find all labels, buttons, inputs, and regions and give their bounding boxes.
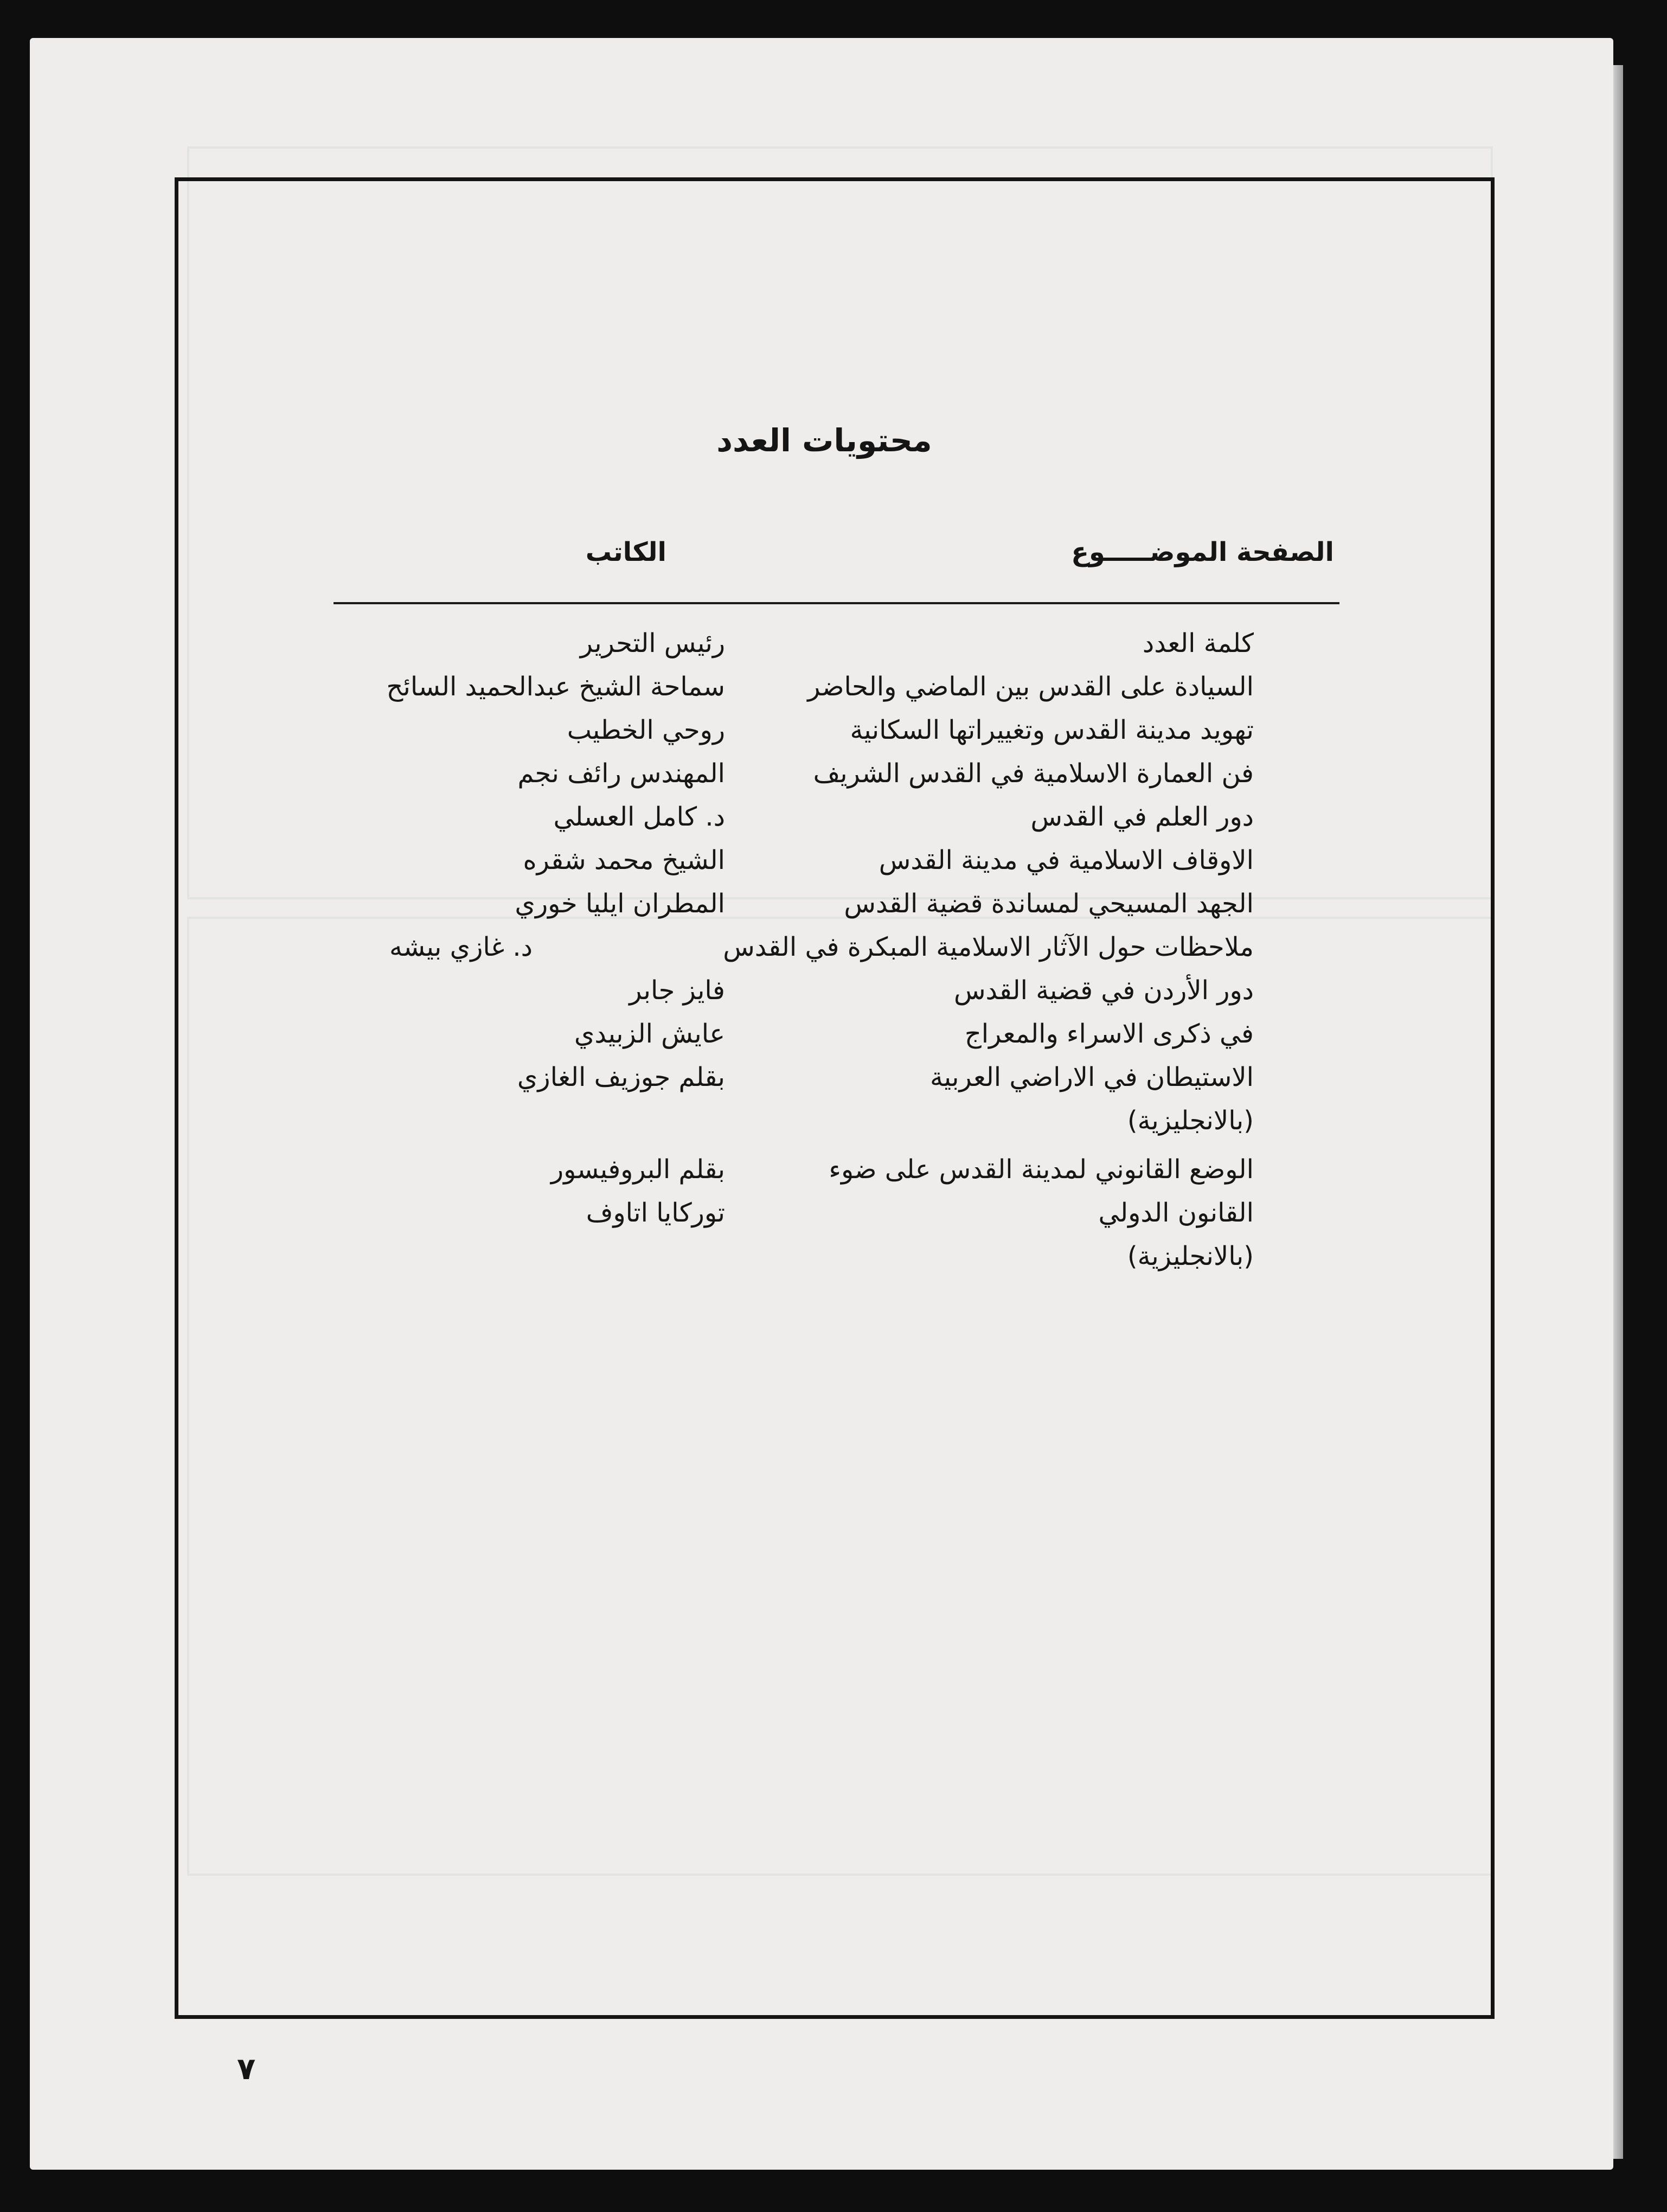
table-row [223, 882, 1254, 925]
row-writer: د. غازي بيشه [389, 932, 533, 962]
row-subject: السيادة على القدس بين الماضي والحاضر [807, 672, 1254, 702]
row-writer: روحي الخطيب [567, 715, 725, 745]
table-row [223, 708, 1254, 752]
row-subject: ملاحظات حول الآثار الاسلامية المبكرة في القدس [723, 932, 1254, 962]
row-writer: بقلم جوزيف الغازي [517, 1062, 725, 1092]
table-row [223, 1099, 1254, 1142]
row-writer: د. كامل العسلي [553, 802, 725, 832]
table-row [223, 1191, 1254, 1235]
page-number: ٧ [237, 2051, 256, 2087]
column-header-subject: الصفحة الموضـــــوع [1071, 537, 1334, 567]
row-writer: المهندس رائف نجم [517, 758, 725, 789]
row-writer: سماحة الشيخ عبدالحميد السائح [386, 672, 725, 702]
table-row [223, 839, 1254, 882]
table-row [223, 1235, 1254, 1278]
table-row [223, 665, 1254, 708]
column-header-writer: الكاتب [585, 537, 666, 567]
page-title: محتويات العدد [716, 422, 932, 459]
table-row [223, 1148, 1254, 1191]
row-subject: تهويد مدينة القدس وتغييراتها السكانية [850, 715, 1254, 745]
row-writer: بقلم البروفيسور [550, 1154, 725, 1185]
row-subject: القانون الدولي [1098, 1198, 1254, 1228]
row-writer: رئيس التحرير [580, 628, 725, 659]
table-row [223, 795, 1254, 839]
table-row [223, 752, 1254, 795]
row-writer: عايش الزبيدي [574, 1019, 725, 1049]
row-subject: الجهد المسيحي لمساندة قضية القدس [844, 888, 1254, 919]
row-subject: الوضع القانوني لمدينة القدس على ضوء [829, 1154, 1254, 1185]
row-subject: دور العلم في القدس [1030, 802, 1254, 832]
table-row [223, 1012, 1254, 1056]
table-row [223, 1056, 1254, 1099]
row-writer: توركايا اتاوف [586, 1198, 725, 1228]
table-row [223, 622, 1254, 665]
row-subject: دور الأردن في قضية القدس [953, 975, 1254, 1006]
row-subject: الاستيطان في الاراضي العربية [929, 1062, 1254, 1092]
row-writer: المطران ايليا خوري [515, 888, 725, 919]
row-subject: في ذكرى الاسراء والمعراج [964, 1019, 1254, 1049]
table-row [223, 925, 1254, 969]
row-subject: كلمة العدد [1142, 628, 1254, 659]
row-writer: فايز جابر [629, 975, 725, 1006]
header-divider [334, 602, 1339, 604]
row-subject: الاوقاف الاسلامية في مدينة القدس [879, 845, 1254, 875]
row-subject: (بالانجليزية) [1127, 1105, 1254, 1136]
row-subject: (بالانجليزية) [1127, 1241, 1254, 1271]
table-row [223, 969, 1254, 1012]
row-subject: فن العمارة الاسلامية في القدس الشريف [813, 758, 1254, 789]
page-edge [1613, 65, 1623, 2159]
row-writer: الشيخ محمد شقره [523, 845, 725, 875]
